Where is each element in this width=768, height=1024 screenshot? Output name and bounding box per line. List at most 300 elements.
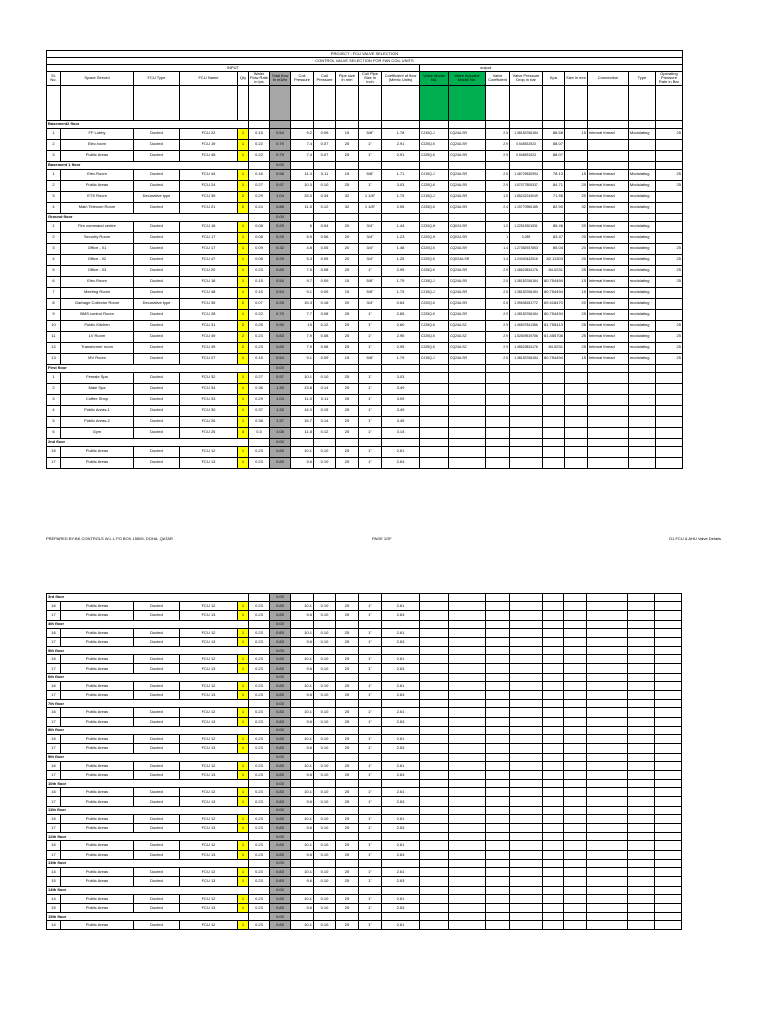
sheet-subtitle: CONTROL VALVE SELECTION FOR FAN COIL UNITS [47, 58, 683, 65]
section-empty-cell [291, 364, 314, 372]
header-spacer-cell [564, 85, 587, 120]
cell-kpa [543, 691, 564, 700]
section-empty-cell [359, 647, 382, 655]
cell-coil-pressure-bar: 0.10 [314, 894, 336, 903]
cell-coil-pressure-bar: 0.10 [314, 744, 336, 753]
cell-actuator-model: CQ24A-SR [449, 139, 486, 150]
section-empty-cell [655, 594, 682, 602]
table-row [47, 903, 682, 912]
cell-qty: 1 [238, 265, 249, 276]
cell-sl-no: 16 [47, 602, 61, 611]
cell-valve-coefficient [486, 394, 510, 405]
cell-pipe-size-mm: 25 [336, 824, 359, 833]
cell-sl-no: 13 [47, 353, 61, 364]
cell-total-flow-m3hr: 1.33 [270, 405, 291, 416]
header-fcu-type: FCU Type [134, 72, 180, 86]
section-empty-cell [314, 438, 336, 446]
table-row [47, 243, 683, 254]
section-empty-cell [291, 886, 314, 894]
cell-valve-pressure-drop [510, 814, 543, 823]
cell-coil-pipe-size-inch: 5/8" [359, 353, 382, 364]
cell-valve-coefficient: 2.5 [486, 128, 510, 139]
section-empty-cell [249, 753, 270, 761]
cell-pipe-size-mm: 25 [336, 405, 359, 416]
section-empty-cell [655, 753, 682, 761]
cell-kpa [543, 867, 564, 876]
cell-valve-type: modulating [628, 298, 655, 309]
cell-space-served: LV Room [61, 331, 134, 342]
section-empty-cell [249, 806, 270, 814]
cell-qty: 1 [238, 841, 249, 850]
cell-pipe-size-mm: 25 [336, 921, 359, 930]
cell-coil-pressure-kpa: 9.6 [291, 717, 314, 726]
cell-qty: 1 [238, 814, 249, 823]
section-total-value: 0.00 [270, 594, 291, 602]
cell-pipe-size-mm: 15 [336, 128, 359, 139]
cell-valve-model [420, 383, 449, 394]
cell-actuator-model: CQ24A-SZ [449, 342, 486, 353]
cell-fcu-name: FCU 13 [180, 877, 238, 886]
cell-water-flow-lps: 0.23 [249, 655, 270, 664]
cell-fcu-name: FCU 49 [180, 342, 238, 353]
cell-coil-pressure-kpa: 9.1 [291, 353, 314, 364]
section-empty-cell [564, 913, 587, 921]
section-empty-cell [249, 647, 270, 655]
cell-actuator-model [449, 744, 486, 753]
cell-valve-type [628, 824, 655, 833]
cell-sl-no: 17 [47, 664, 61, 673]
cell-sl-no: 1 [47, 169, 61, 180]
cell-sl-no: 8 [47, 298, 61, 309]
section-empty-cell [420, 438, 449, 446]
table-row [47, 655, 682, 664]
cell-water-flow-lps: 0.23 [249, 637, 270, 646]
cell-fcu-name: FCU 13 [180, 797, 238, 806]
header-spacer-cell [238, 85, 249, 120]
table-row [47, 383, 683, 394]
cell-coil-pressure-kpa: 10.1 [291, 628, 314, 637]
cell-fcu-type: Ducted [134, 867, 180, 876]
table-row [47, 850, 682, 859]
cell-fcu-name: FCU 13 [180, 824, 238, 833]
table-row [47, 405, 683, 416]
header-coil-pressure-kpa: Coil Pressure [291, 72, 314, 86]
section-empty-cell [564, 673, 587, 681]
cell-fcu-name: FCU 48 [180, 287, 238, 298]
cell-size-mm [564, 602, 587, 611]
cell-valve-type [628, 416, 655, 427]
cell-water-flow-lps: 0.29 [249, 191, 270, 202]
cell-coil-pressure-kpa: 7.7 [291, 309, 314, 320]
section-empty-cell [587, 859, 628, 867]
cell-size-mm [564, 921, 587, 930]
cell-valve-type: Modulating [628, 169, 655, 180]
cell-valve-pressure-drop [510, 655, 543, 664]
cell-connection [587, 691, 628, 700]
cell-connection [587, 446, 628, 457]
cell-coil-pipe-size-inch: 5/8" [359, 128, 382, 139]
section-empty-cell [510, 647, 543, 655]
cell-coil-pressure-kpa: 10.1 [291, 734, 314, 743]
cell-valve-model [420, 894, 449, 903]
cell-coil-pipe-size-inch: 1" [359, 655, 382, 664]
cell-valve-type: modulating [628, 353, 655, 364]
cell-coil-pipe-size-inch: 3/4" [359, 221, 382, 232]
cell-water-flow-lps: 0.23 [249, 894, 270, 903]
cell-pipe-size-mm: 25 [336, 734, 359, 743]
section-empty-cell [655, 620, 682, 628]
section-empty-cell [359, 859, 382, 867]
cell-connection: Internal thread [587, 298, 628, 309]
cell-actuator-model [449, 717, 486, 726]
cell-pipe-size-mm: 25 [336, 903, 359, 912]
table-row [47, 788, 682, 797]
cell-flow-coefficient: 2.63 [382, 903, 420, 912]
cell-coil-pressure-kpa: 11.0 [291, 394, 314, 405]
section-empty-cell [382, 913, 420, 921]
cell-fcu-name: FCU 13 [180, 457, 238, 468]
cell-water-flow-lps: 0.23 [249, 903, 270, 912]
cell-flow-coefficient: 2.61 [382, 602, 420, 611]
cell-fcu-type: Ducted [134, 232, 180, 243]
section-empty-cell [249, 120, 270, 128]
cell-coil-pressure-kpa: 9.2 [291, 128, 314, 139]
cell-fcu-name: FCU 13 [180, 691, 238, 700]
cell-pipe-size-mm: 25 [336, 877, 359, 886]
floor-label: 15th floor [47, 913, 249, 921]
section-empty-cell [486, 859, 510, 867]
cell-size-mm: 15 [564, 169, 587, 180]
section-total-value: 0.00 [270, 886, 291, 894]
cell-fcu-type: Ducted [134, 877, 180, 886]
cell-valve-pressure-drop: 1.39638181772 [510, 298, 543, 309]
cell-actuator-model [449, 921, 486, 930]
footer-preparer: PREPARED BY:BK CONTROLS W.L.L PO BOX 15505, DOHA, QATAR [46, 536, 173, 541]
cell-coil-pressure-kpa: 9.6 [291, 457, 314, 468]
cell-connection [587, 628, 628, 637]
cell-actuator-model [449, 867, 486, 876]
section-empty-cell [336, 780, 359, 788]
cell-flow-coefficient: 2.63 [382, 797, 420, 806]
section-empty-cell [314, 913, 336, 921]
cell-operating-pressure: 25 [655, 254, 682, 265]
section-empty-cell [314, 594, 336, 602]
section-empty-cell [510, 438, 543, 446]
cell-space-served: Transformer room [61, 342, 134, 353]
cell-valve-type: modulating [628, 191, 655, 202]
cell-coil-pressure-kpa: 7.4 [291, 139, 314, 150]
cell-operating-pressure: 25 [655, 320, 682, 331]
section-empty-cell [382, 438, 420, 446]
header-water-flow-lps: Water Flow Rate in lps [250, 71, 269, 85]
section-empty-cell [628, 859, 655, 867]
section-empty-cell [359, 886, 382, 894]
cell-sl-no: 2 [47, 232, 61, 243]
cell-fcu-type: Ducted [134, 824, 180, 833]
cell-coil-pressure-bar: 0.10 [314, 628, 336, 637]
cell-space-served: Public Kitchen [61, 320, 134, 331]
cell-pipe-size-mm: 25 [336, 180, 359, 191]
table-row [47, 824, 682, 833]
cell-coil-pipe-size-inch: 3/4" [359, 254, 382, 265]
cell-water-flow-lps: 0.25 [249, 320, 270, 331]
cell-coil-pressure-kpa: 13.8 [291, 383, 314, 394]
section-empty-cell [314, 859, 336, 867]
cell-coil-pressure-bar: 0.10 [314, 708, 336, 717]
cell-valve-model [420, 788, 449, 797]
table-row [47, 139, 683, 150]
floor-label: 3rd floor [47, 594, 249, 602]
cell-coil-pipe-size-inch: 1" [359, 611, 382, 620]
cell-operating-pressure [655, 691, 682, 700]
cell-water-flow-lps: 0.23 [249, 734, 270, 743]
table-row [47, 353, 683, 364]
cell-connection [587, 770, 628, 779]
cell-fcu-name: FCU 31 [180, 320, 238, 331]
cell-flow-coefficient: 2.95 [382, 331, 420, 342]
section-empty-cell [543, 673, 564, 681]
cell-operating-pressure [655, 841, 682, 850]
cell-actuator-model: CQ24A-SR [449, 298, 486, 309]
cell-pipe-size-mm: 25 [336, 309, 359, 320]
section-empty-cell [382, 726, 420, 734]
section-empty-cell [359, 806, 382, 814]
cell-valve-pressure-drop [510, 446, 543, 457]
cell-fcu-type: Ducted [134, 265, 180, 276]
cell-flow-coefficient: 2.61 [382, 446, 420, 457]
cell-valve-coefficient [486, 446, 510, 457]
cell-fcu-name: FCU 35 [180, 298, 238, 309]
cell-fcu-type: Ducted [134, 708, 180, 717]
cell-connection: Internal thread [587, 180, 628, 191]
cell-qty: 1 [238, 405, 249, 416]
section-empty-cell [336, 620, 359, 628]
section-empty-cell [359, 780, 382, 788]
cell-qty: 1 [238, 788, 249, 797]
cell-coil-pressure-kpa: 11.5 [291, 202, 314, 213]
cell-coil-pressure-bar: 0.10 [314, 761, 336, 770]
cell-valve-pressure-drop: 1.27382937853 [510, 243, 543, 254]
cell-operating-pressure [655, 202, 682, 213]
cell-actuator-model: CQ24A-SR [449, 353, 486, 364]
cell-qty: 1 [238, 744, 249, 753]
section-empty-cell [510, 364, 543, 372]
floor-label: Basement2 floor [47, 120, 249, 128]
cell-valve-model: C220Q-K [420, 243, 449, 254]
cell-coil-pressure-kpa: 9.6 [291, 850, 314, 859]
cell-flow-coefficient: 2.61 [382, 734, 420, 743]
table-row [47, 202, 683, 213]
section-empty-cell [336, 161, 359, 169]
cell-connection: Internal thread [587, 128, 628, 139]
cell-valve-coefficient [486, 383, 510, 394]
cell-flow-coefficient: 0.64 [382, 298, 420, 309]
cell-actuator-model: CQ24A-SR [449, 243, 486, 254]
cell-water-flow-lps: 0.23 [249, 681, 270, 690]
cell-space-served: Public Areas [61, 664, 134, 673]
section-empty-cell [543, 120, 565, 128]
cell-valve-type [628, 637, 655, 646]
cell-connection [587, 708, 628, 717]
cell-sl-no: 2 [47, 383, 61, 394]
cell-fcu-type: Ducted [134, 637, 180, 646]
cell-fcu-name: FCU 19 [180, 139, 238, 150]
cell-sl-no: 4 [47, 405, 61, 416]
cell-sl-no: 9 [47, 309, 61, 320]
cell-connection [587, 867, 628, 876]
cell-valve-model: C225Q-K [420, 331, 449, 342]
table-row [47, 457, 683, 468]
cell-size-mm [564, 770, 587, 779]
cell-actuator-model [449, 770, 486, 779]
header-coil-pipe-size-inch: Coil Pipe Size in inch [359, 72, 382, 86]
cell-coil-pipe-size-inch: 5/8" [359, 276, 382, 287]
section-empty-cell [564, 364, 587, 372]
cell-total-flow-m3hr: 0.83 [270, 877, 291, 886]
cell-valve-coefficient: 2.9 [486, 309, 510, 320]
cell-sl-no: 17 [47, 611, 61, 620]
cell-water-flow-lps: 0.23 [249, 744, 270, 753]
table-row [47, 867, 682, 876]
cell-connection [587, 457, 628, 468]
section-empty-cell [587, 594, 628, 602]
table-row [47, 276, 683, 287]
cell-coil-pressure-bar: 0.09 [314, 128, 336, 139]
section-empty-cell [510, 620, 543, 628]
cell-fcu-type: Ducted [134, 797, 180, 806]
cell-coil-pipe-size-inch: 1" [359, 457, 382, 468]
cell-valve-coefficient [486, 797, 510, 806]
section-empty-cell [314, 886, 336, 894]
cell-operating-pressure [655, 734, 682, 743]
section-empty-cell [420, 780, 449, 788]
cell-space-served: Public Areas [61, 457, 134, 468]
cell-valve-model: C225Q-K [420, 150, 449, 161]
section-empty-cell [587, 886, 628, 894]
cell-water-flow-lps: 0.23 [249, 761, 270, 770]
cell-sl-no: 4 [47, 254, 61, 265]
cell-space-served: Public Areas [61, 611, 134, 620]
cell-coil-pressure-kpa: 15.3 [291, 298, 314, 309]
section-empty-cell [291, 753, 314, 761]
section-empty-cell [564, 780, 587, 788]
cell-sl-no: 11 [47, 331, 61, 342]
floor-section-row [47, 438, 683, 446]
cell-fcu-type: Ducted [134, 128, 180, 139]
cell-coil-pressure-bar: 0.05 [314, 254, 336, 265]
cell-operating-pressure: 25 [655, 353, 682, 364]
floor-label: 5th floor [47, 647, 249, 655]
cell-connection [587, 894, 628, 903]
cell-flow-coefficient: 2.61 [382, 681, 420, 690]
section-empty-cell [249, 594, 270, 602]
cell-coil-pressure-kpa: 9.6 [291, 770, 314, 779]
footer-document-ref: D1.FCU & AHU Valve Details [669, 536, 721, 541]
cell-kpa: 84.0231 [543, 265, 565, 276]
section-empty-cell [449, 438, 486, 446]
section-empty-cell [249, 213, 270, 221]
cell-flow-coefficient: 1.79 [382, 353, 420, 364]
cell-actuator-model [449, 894, 486, 903]
section-empty-cell [510, 213, 543, 221]
cell-valve-pressure-drop [510, 788, 543, 797]
cell-valve-model [420, 372, 449, 383]
cell-total-flow-m3hr: 0.79 [270, 150, 291, 161]
cell-size-mm: 25 [564, 342, 587, 353]
cell-fcu-name: FCU 21 [180, 202, 238, 213]
cell-total-flow-m3hr: 0.83 [270, 708, 291, 717]
cell-total-flow-m3hr: 0.83 [270, 841, 291, 850]
cell-total-flow-m3hr: 0.83 [270, 814, 291, 823]
cell-fcu-type: Ducted [134, 814, 180, 823]
cell-valve-type [628, 850, 655, 859]
cell-coil-pipe-size-inch: 1" [359, 265, 382, 276]
section-empty-cell [314, 753, 336, 761]
cell-kpa [543, 427, 565, 438]
cell-sl-no: 16 [47, 681, 61, 690]
cell-valve-coefficient [486, 427, 510, 438]
cell-valve-coefficient [486, 655, 510, 664]
cell-valve-model: C215Q-J [420, 191, 449, 202]
cell-total-flow-m3hr: 0.83 [270, 770, 291, 779]
cell-size-mm: 20 [564, 180, 587, 191]
cell-coil-pressure-kpa: 9.6 [291, 691, 314, 700]
section-empty-cell [359, 833, 382, 841]
floor-section-row [47, 213, 683, 221]
section-empty-cell [510, 806, 543, 814]
cell-space-served: Public Areas [61, 637, 134, 646]
cell-kpa [543, 664, 564, 673]
cell-valve-pressure-drop: 1.52849519756 [510, 331, 543, 342]
cell-pipe-size-mm: 25 [336, 628, 359, 637]
cell-valve-pressure-drop [510, 877, 543, 886]
cell-actuator-model: CQ24A-SR [449, 150, 486, 161]
section-empty-cell [510, 594, 543, 602]
section-empty-cell [359, 594, 382, 602]
cell-connection [587, 664, 628, 673]
section-empty-cell [249, 886, 270, 894]
section-empty-cell [249, 726, 270, 734]
cell-actuator-model [449, 664, 486, 673]
cell-valve-type [628, 734, 655, 743]
section-empty-cell [543, 647, 564, 655]
cell-actuator-model: CQ24A-SR [449, 309, 486, 320]
table-row [47, 691, 682, 700]
section-empty-cell [420, 886, 449, 894]
cell-water-flow-lps: 0.15 [249, 353, 270, 364]
cell-total-flow-m3hr: 0.90 [270, 320, 291, 331]
cell-total-flow-m3hr: 0.83 [270, 824, 291, 833]
cell-coil-pressure-bar: 0.34 [314, 191, 336, 202]
section-empty-cell [382, 161, 420, 169]
section-empty-cell [543, 161, 565, 169]
cell-water-flow-lps: 0.15 [249, 128, 270, 139]
cell-coil-pressure-kpa: 10.1 [291, 894, 314, 903]
section-empty-cell [420, 161, 449, 169]
cell-fcu-type: Ducted [134, 655, 180, 664]
cell-pipe-size-mm: 25 [336, 681, 359, 690]
cell-space-served: MV Room [61, 353, 134, 364]
cell-qty: 1 [238, 681, 249, 690]
section-empty-cell [628, 673, 655, 681]
section-empty-cell [564, 120, 587, 128]
section-empty-cell [314, 700, 336, 708]
section-empty-cell [359, 673, 382, 681]
cell-valve-coefficient: 2.5 [486, 353, 510, 364]
table-row [47, 191, 683, 202]
cell-coil-pressure-bar: 0.10 [314, 824, 336, 833]
header-spacer-cell [336, 85, 359, 120]
